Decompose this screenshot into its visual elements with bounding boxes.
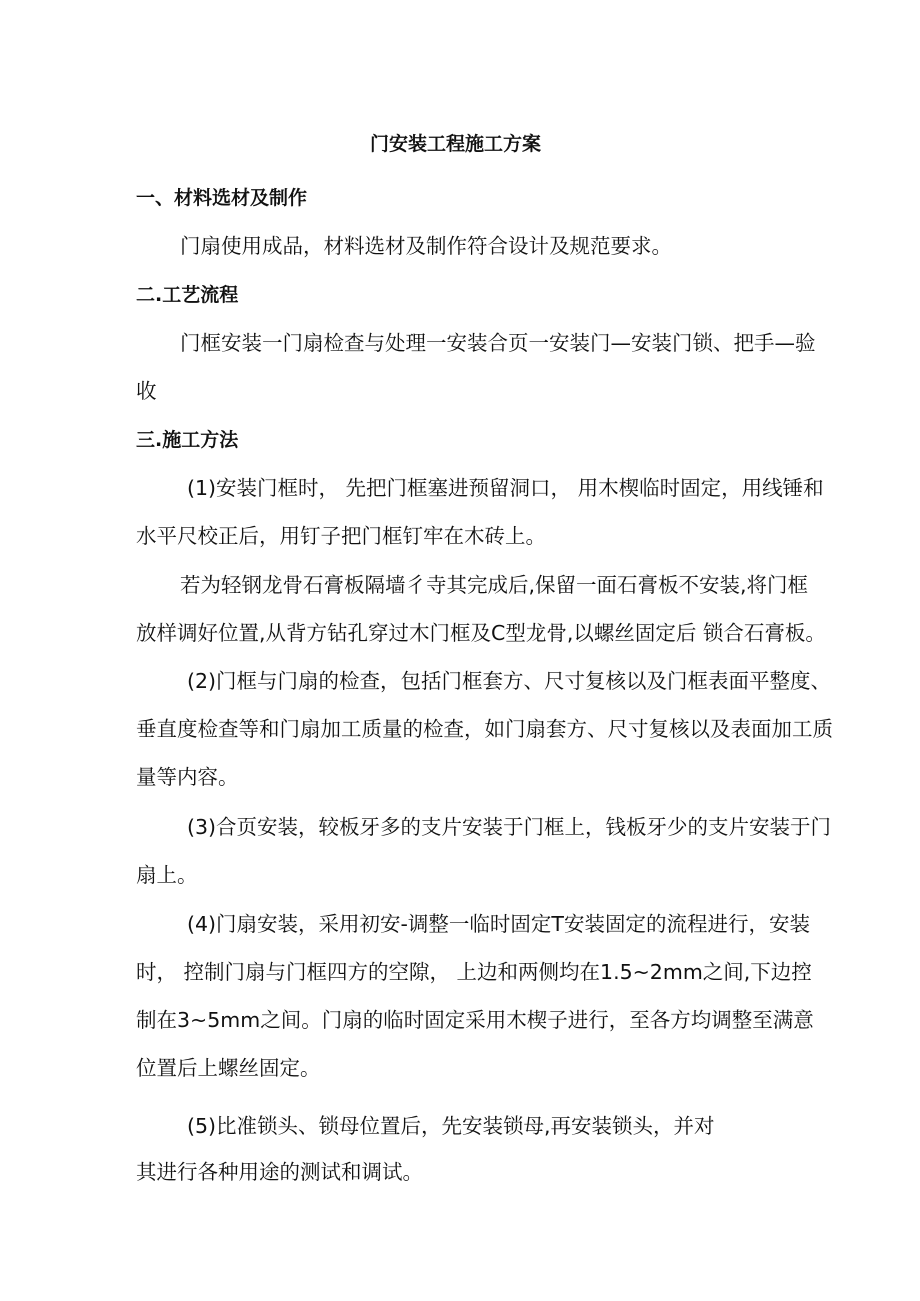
drywall-note-line: 放样调好位置,从背方钻孔穿过木门框及C型龙骨,以螺丝固定后 锁合石膏板。 <box>136 621 826 645</box>
step-1-line: (1)安装门框时， 先把门框塞进预留洞口， 用木楔临时固定，用线锤和 <box>187 476 824 500</box>
step-2-line: 垂直度检查等和门扇加工质量的检查，如门扇套方、尺寸复核以及表面加工质 <box>136 717 833 741</box>
step-4-line: 制在3~5mm之间。门扇的临时固定采用木楔子进行，至各方均调整至满意 <box>136 1008 814 1032</box>
step-3-line: (3)合页安装，较板牙多的支片安装于门框上，钱板牙少的支片安装于门 <box>187 815 832 839</box>
step-2-line: (2)门框与门扇的检查，包括门框套方、尺寸复核以及门框表面平整度、 <box>187 669 832 693</box>
drywall-note-line: 若为轻钢龙骨石膏板隔墙彳寺其完成后,保留一面石膏板不安装,将门框 <box>180 573 809 597</box>
step-4-line: (4)门扇安装，采用初安-调整一临时固定T安装固定的流程进行，安装 <box>187 912 810 936</box>
section-1-paragraph: 门扇使用成品，材料选材及制作符合设计及规范要求。 <box>180 234 672 258</box>
step-5-line: (5)比准锁头、锁母位置后，先安装锁母,再安装锁头，并对 <box>187 1114 715 1138</box>
section-3-heading: 三.施工方法 <box>136 429 239 451</box>
step-4-line: 时， 控制门扇与门框四方的空隙， 上边和两侧均在1.5~2mm之间,下边控 <box>136 960 812 984</box>
section-2-paragraph-line: 门框安装一门扇检查与处理一安装合页一安装门—安装门锁、把手—验 <box>180 331 816 355</box>
step-2-line: 量等内容。 <box>136 765 239 789</box>
document-title: 门安装工程施工方案 <box>370 133 542 155</box>
section-2-heading: 二.工艺流程 <box>136 284 239 306</box>
section-2-paragraph-line: 收 <box>136 379 157 403</box>
section-1-heading: 一、材料选材及制作 <box>136 187 308 209</box>
step-3-line: 扇上。 <box>136 863 198 887</box>
step-5-line: 其进行各种用途的测试和调试。 <box>136 1160 423 1184</box>
step-1-line: 水平尺校正后，用钉子把门框钉牢在木砖上。 <box>136 524 546 548</box>
step-4-line: 位置后上螺丝固定。 <box>136 1056 321 1080</box>
